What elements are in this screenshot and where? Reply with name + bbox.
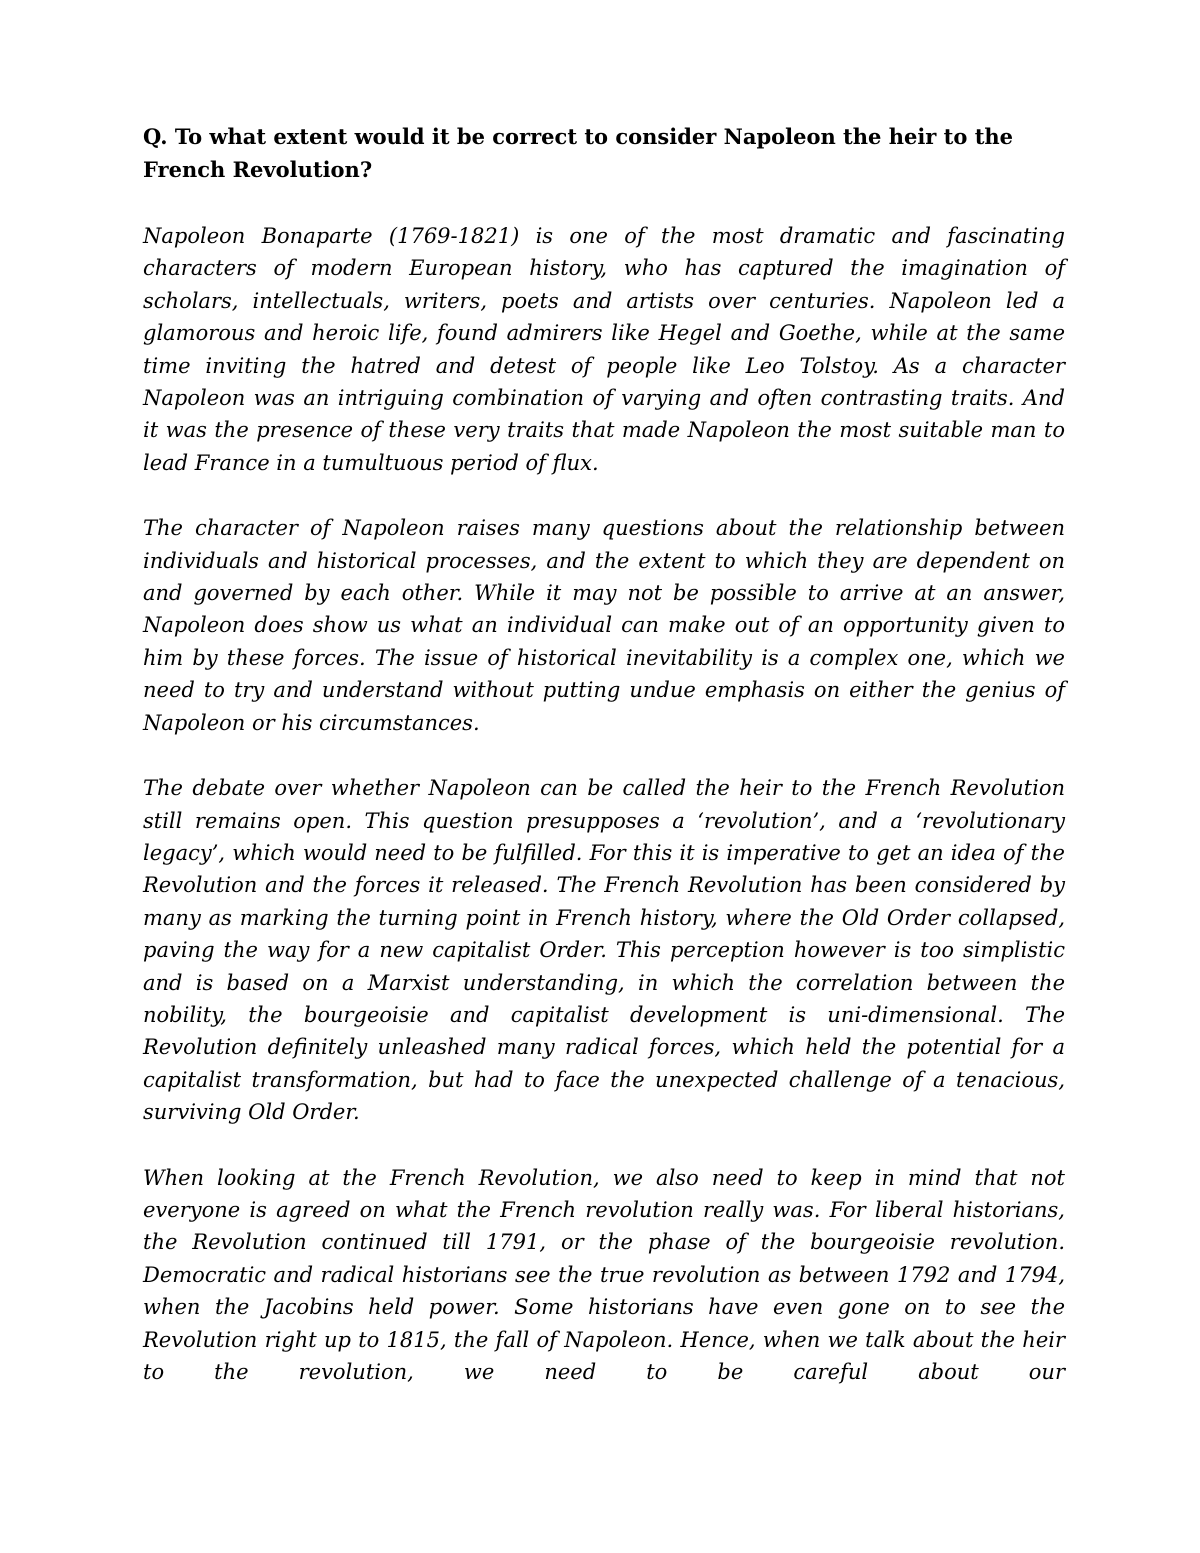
document-body — [143, 120, 1065, 1388]
paragraph-revolution-debate: The debate over whether Napoleon can be called the heir to the French Revolution still remains open. This question presupposes a ‘revolution’, and a ‘revolutionary legacy’, which would need to be fulfilled. For this it is imperative to get an idea of the Revolution and the forces it released. The French Revolution has been considered by many as marking the turning point in French history, where the Old Order collapsed, paving the way for a new capitalist Order. This perception however is too simplistic and is based on a Marxist understanding, in which the correlation between the nobility, the bourgeoisie and capitalist development is uni-dimensional. The Revolution definitely unleashed many radical forces, which held the potential for a capitalist transformation, but had to face the unexpected challenge of a tenacious, surviving Old Order. — [143, 776, 1065, 1125]
paragraph-intro: Napoleon Bonaparte (1769-1821) is one of the most dramatic and fascinating characters of modern European history, who has captured the imagination of scholars, intellectuals, writers, poets and artists over centuries. Napoleon led a glamorous and heroic life, found admirers like Hegel and Goethe, while at the same time inviting the hatred and detest of people like Leo Tolstoy. As a character Napoleon was an intriguing combination of varying and often contrasting traits. And it was the presence of these very traits that made Napoleon the most suitable man to lead France in a tumultuous period of flux. — [143, 224, 1065, 475]
paragraph-revolution-definitions: When looking at the French Revolution, we also need to keep in mind that not everyone is agreed on what the French revolution really was. For liberal historians, the Revolution continued till 1791, or the phase of the bourgeoisie revolution. Democratic and radical historians see the true revolution as between 1792 and 1794, when the Jacobins held power. Some historians have even gone on to see the Revolution right up to 1815, the fall of Napoleon. Hence, when we talk about the heir to the revolution, we need to be careful about our — [143, 1165, 1065, 1384]
question-heading: Q. To what extent would it be correct to consider Napoleon the heir to the French Revolution? — [143, 124, 1014, 182]
paragraph-historical-processes: The character of Napoleon raises many questions about the relationship between individuals and historical processes, and the extent to which they are dependent on and governed by each other. While it may not be possible to arrive at an answer, Napoleon does show us what an individual can make out of an opportunity given to him by these forces. The issue of historical inevitability is a complex one, which we need to try and understand without putting undue emphasis on either the genius of Napoleon or his circumstances. — [143, 516, 1065, 735]
